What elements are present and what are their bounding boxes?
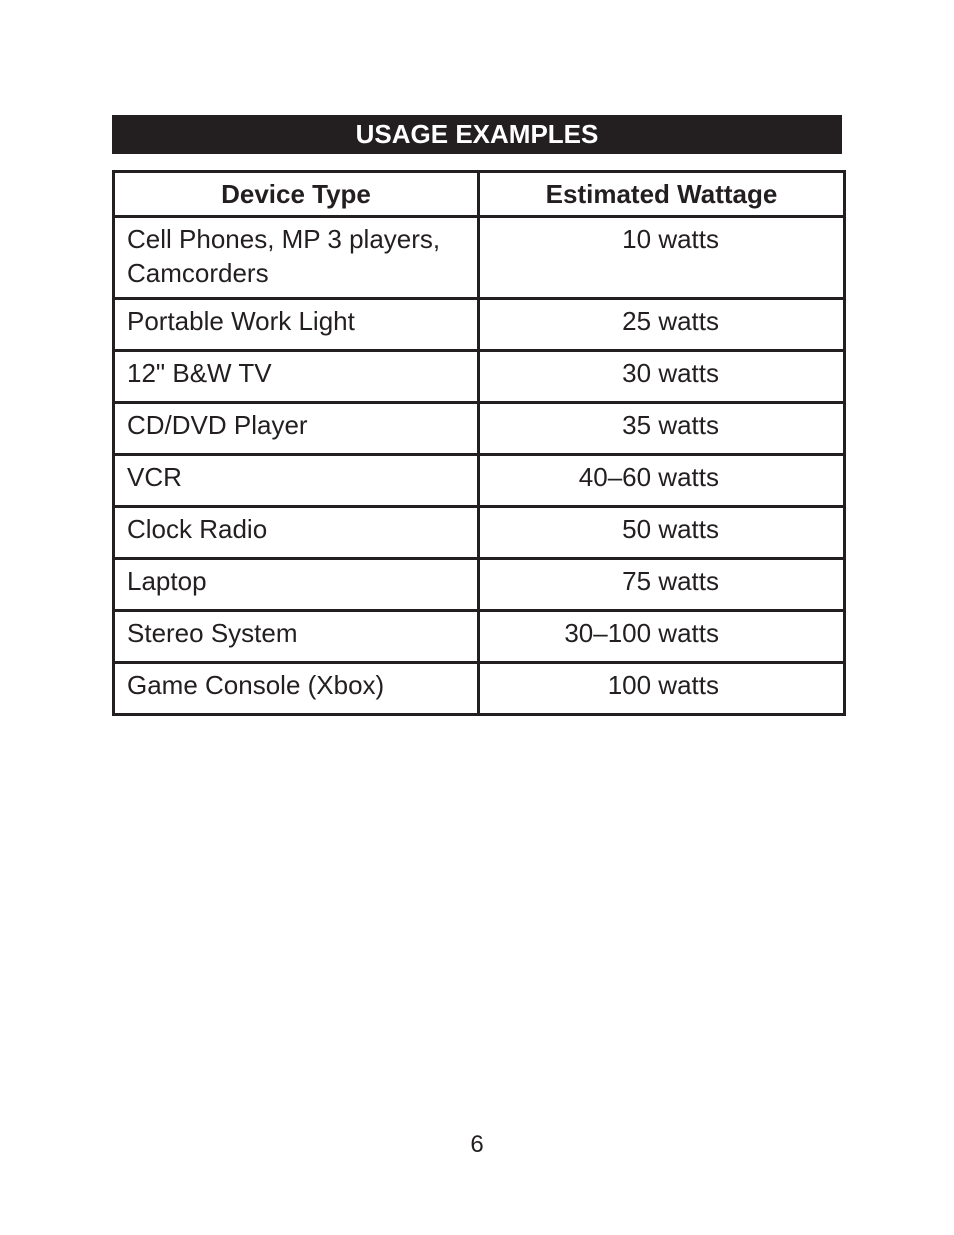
wattage-cell: 35 watts bbox=[479, 403, 845, 455]
device-cell: VCR bbox=[114, 455, 479, 507]
wattage-cell: 40–60 watts bbox=[479, 455, 845, 507]
wattage-cell: 30 watts bbox=[479, 351, 845, 403]
column-header-device-type: Device Type bbox=[114, 172, 479, 217]
wattage-cell: 30–100 watts bbox=[479, 611, 845, 663]
table-row bbox=[114, 403, 845, 455]
section-title: USAGE EXAMPLES bbox=[112, 115, 842, 154]
usage-examples-table bbox=[112, 170, 846, 716]
page-number: 6 bbox=[470, 1131, 484, 1158]
wattage-cell: 75 watts bbox=[479, 559, 845, 611]
device-cell: Laptop bbox=[114, 559, 479, 611]
device-cell: Stereo System bbox=[114, 611, 479, 663]
table-row bbox=[114, 663, 845, 715]
table-row bbox=[114, 299, 845, 351]
table-row bbox=[114, 507, 845, 559]
column-header-estimated-wattage: Estimated Wattage bbox=[479, 172, 845, 217]
table-row bbox=[114, 217, 845, 299]
table-row bbox=[114, 351, 845, 403]
wattage-cell: 50 watts bbox=[479, 507, 845, 559]
device-cell: Game Console (Xbox) bbox=[114, 663, 479, 715]
table-row bbox=[114, 559, 845, 611]
wattage-cell: 25 watts bbox=[479, 299, 845, 351]
device-cell: CD/DVD Player bbox=[114, 403, 479, 455]
table-row bbox=[114, 455, 845, 507]
wattage-cell: 100 watts bbox=[479, 663, 845, 715]
device-cell: Clock Radio bbox=[114, 507, 479, 559]
device-cell: Portable Work Light bbox=[114, 299, 479, 351]
wattage-cell: 10 watts bbox=[479, 217, 845, 299]
table-row bbox=[114, 611, 845, 663]
device-cell: 12" B&W TV bbox=[114, 351, 479, 403]
device-cell: Cell Phones, MP 3 players, Camcorders bbox=[114, 217, 479, 299]
table-header-row bbox=[114, 172, 845, 217]
